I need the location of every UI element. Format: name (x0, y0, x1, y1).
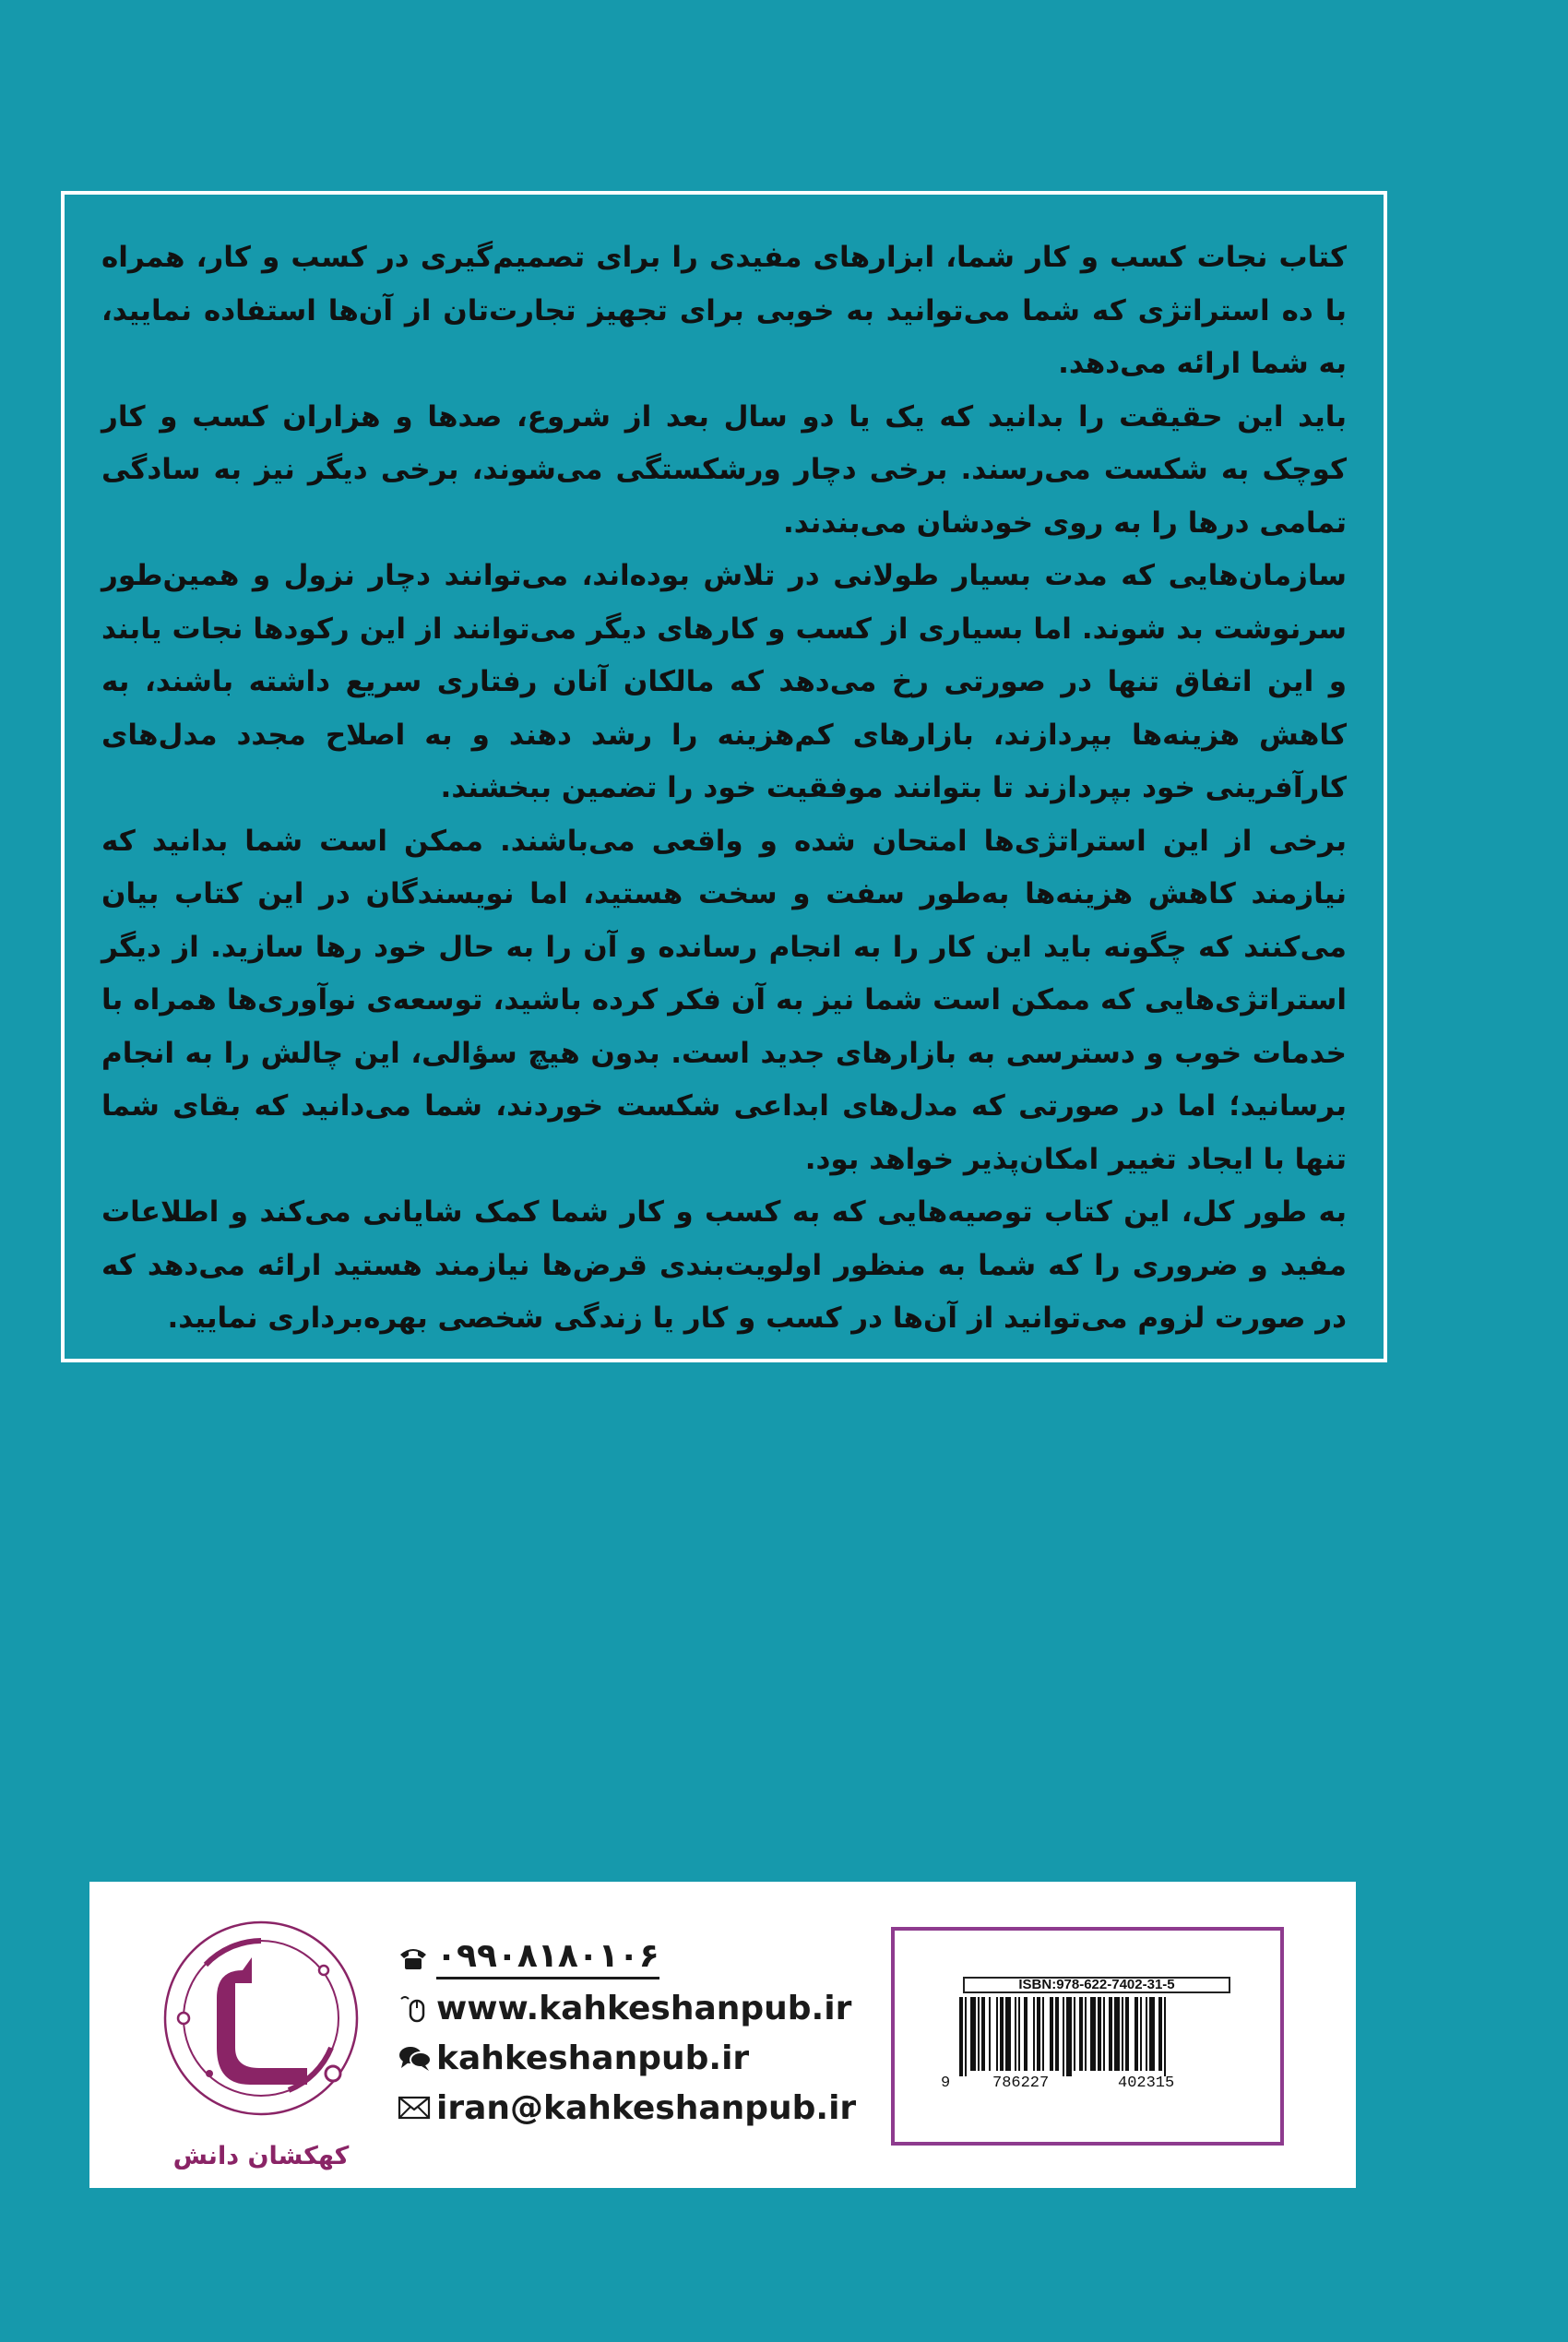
publisher-panel (89, 1882, 1356, 2188)
barcode-left-digits: 786227 (992, 2075, 1050, 2092)
phone-icon (398, 1942, 436, 1975)
description-paragraph: سازمان‌هایی که مدت بسیار طولانی در تلاش بوده‌اند، می‌توانند دچار نزول و همین‌طور سرنوشت بد شوند. اما بسیاری از کسب و کارهای دیگر می‌توانند از این رکودها نجات یابند و این اتفاق تنها در صورتی رخ می‌دهد که مالکان آنان رفتاری سریع داشته باشند، به کاهش هزینه‌ها بپردازند، بازارهای کم‌هزینه را رشد دهند و به اصلاح مجدد مدل‌های کارآفرینی خود بپردازند تا بتوانند موفقیت خود را تضمین ببخشند. (101, 559, 1347, 804)
barcode-bar (1149, 1997, 1155, 2071)
description-paragraph: به طور کل، این کتاب توصیه‌هایی که به کسب و کار شما کمک شایانی می‌کند و اطلاعات مفید و ضروری را که شما به منظور اولویت‌بندی قرض‌ها نیازمند هستید ارائه می‌دهد که در صورت لزوم می‌توانید از آن‌ها در کسب و کار یا زندگی شخصی بهره‌برداری نمایید. (101, 1195, 1347, 1335)
barcode-bar (1090, 1997, 1096, 2071)
envelope-icon (398, 2091, 436, 2124)
barcode-bar (1033, 1997, 1035, 2071)
barcode-bar (1074, 1997, 1075, 2071)
contact-list (398, 1933, 877, 2133)
barcode-bar (1055, 1997, 1059, 2071)
barcode-bar (1085, 1997, 1087, 2071)
barcode-bar (1005, 1997, 1011, 2071)
barcode-bar (1050, 1997, 1053, 2071)
description-box (61, 191, 1387, 1362)
barcode-bars (956, 1997, 1232, 2076)
isbn-label: ISBN:978-622-7402-31-5 (963, 1977, 1230, 1993)
barcode-bar (1063, 1997, 1064, 2076)
barcode-lead-digit: 9 (941, 2075, 951, 2092)
barcode-bar (1109, 1997, 1112, 2071)
barcode-bar (1125, 1997, 1129, 2071)
barcode-bar (1114, 1997, 1120, 2071)
contact-website (398, 1983, 877, 2033)
email-address[interactable]: iran@kahkeshanpub.ir (436, 2088, 857, 2127)
barcode-bar (1015, 1997, 1016, 2071)
contact-phone (398, 1933, 877, 1983)
description-paragraph: باید این حقیقت را بدانید که یک یا دو سال بعد از شروع، صدها و هزاران کسب و کار کوچک به شکست می‌رسند. برخی دچار ورشکستگی می‌شوند، برخی دیگر نیز به سادگی تمامی درها را به روی خودشان می‌بندند. (101, 399, 1347, 540)
barcode-bar (1103, 1997, 1105, 2071)
barcode-bar (978, 1997, 980, 2071)
publisher-logo (150, 1909, 372, 2182)
barcode-bar (1122, 1997, 1123, 2071)
chat-bubbles-icon (398, 2041, 436, 2075)
barcode-bar (1079, 1997, 1083, 2071)
barcode-bar (1158, 1997, 1162, 2071)
barcode-bar (989, 1997, 991, 2071)
mouse-click-icon (398, 1991, 436, 2025)
barcode-bar (1134, 1997, 1138, 2071)
contact-email (398, 2083, 877, 2133)
barcode-bar (959, 1997, 963, 2076)
barcode-bar (965, 1997, 967, 2076)
barcode-bar (1042, 1997, 1044, 2071)
description-paragraph: کتاب نجات کسب و کار شما، ابزارهای مفیدی را برای تصمیم‌گیری در کسب و کار، همراه با ده استراتژی که شما می‌توانید به خوبی برای تجهیز تجارت‌تان از آن‌ها استفاده نمایید، به شما ارائه می‌دهد. (101, 241, 1347, 380)
barcode-bar (1066, 1997, 1072, 2076)
barcode-right-digits: 402315 (1118, 2075, 1175, 2092)
barcode-bar (1098, 1997, 1101, 2071)
website-link[interactable]: www.kahkeshanpub.ir (436, 1989, 852, 2027)
barcode-bar (970, 1997, 976, 2071)
barcode-bar (1024, 1997, 1028, 2071)
galaxy-logo-icon (150, 1909, 372, 2140)
social-handle[interactable]: kahkeshanpub.ir (436, 2039, 750, 2077)
barcode-bar (981, 1997, 985, 2071)
contact-social (398, 2033, 877, 2083)
barcode-bar (1000, 1997, 1004, 2071)
barcode-bar (1164, 1997, 1166, 2076)
isbn-barcode (937, 1971, 1240, 2097)
barcode-bar (1037, 1997, 1040, 2071)
barcode-bar (1018, 1997, 1020, 2071)
phone-number[interactable]: ۰۹۹۰۸۱۸۰۱۰۶ (436, 1937, 659, 1979)
barcode-bar (1146, 1997, 1147, 2071)
barcode-bar (996, 1997, 998, 2071)
logo-wordmark: کهکشان دانش (172, 2142, 350, 2170)
barcode-frame (891, 1927, 1284, 2146)
description-paragraph: برخی از این استراتژی‌ها امتحان شده و واقعی می‌باشند. ممکن است شما بدانید که نیازمند کاهش هزینه‌ها به‌طور سفت و سخت هستید، اما نویسندگان در این کتاب بیان می‌کنند که چگونه باید این کار را به انجام رسانده و آن را به حال خود رها سازید. از دیگر استراتژی‌هایی که ممکن است شما نیز به آن فکر کرده باشید، توسعه‌ی نوآوری‌ها همراه با خدمات خوب و دسترسی به بازارهای جدید است. بدون هیچ سؤالی، این چالش را به انجام برسانید؛ اما در صورتی که مدل‌های ابداعی شکست خوردند، شما می‌دانید که بقای شما تنها با ایجاد تغییر امکان‌پذیر خواهد بود. (101, 824, 1347, 1176)
barcode-bar (1140, 1997, 1142, 2071)
